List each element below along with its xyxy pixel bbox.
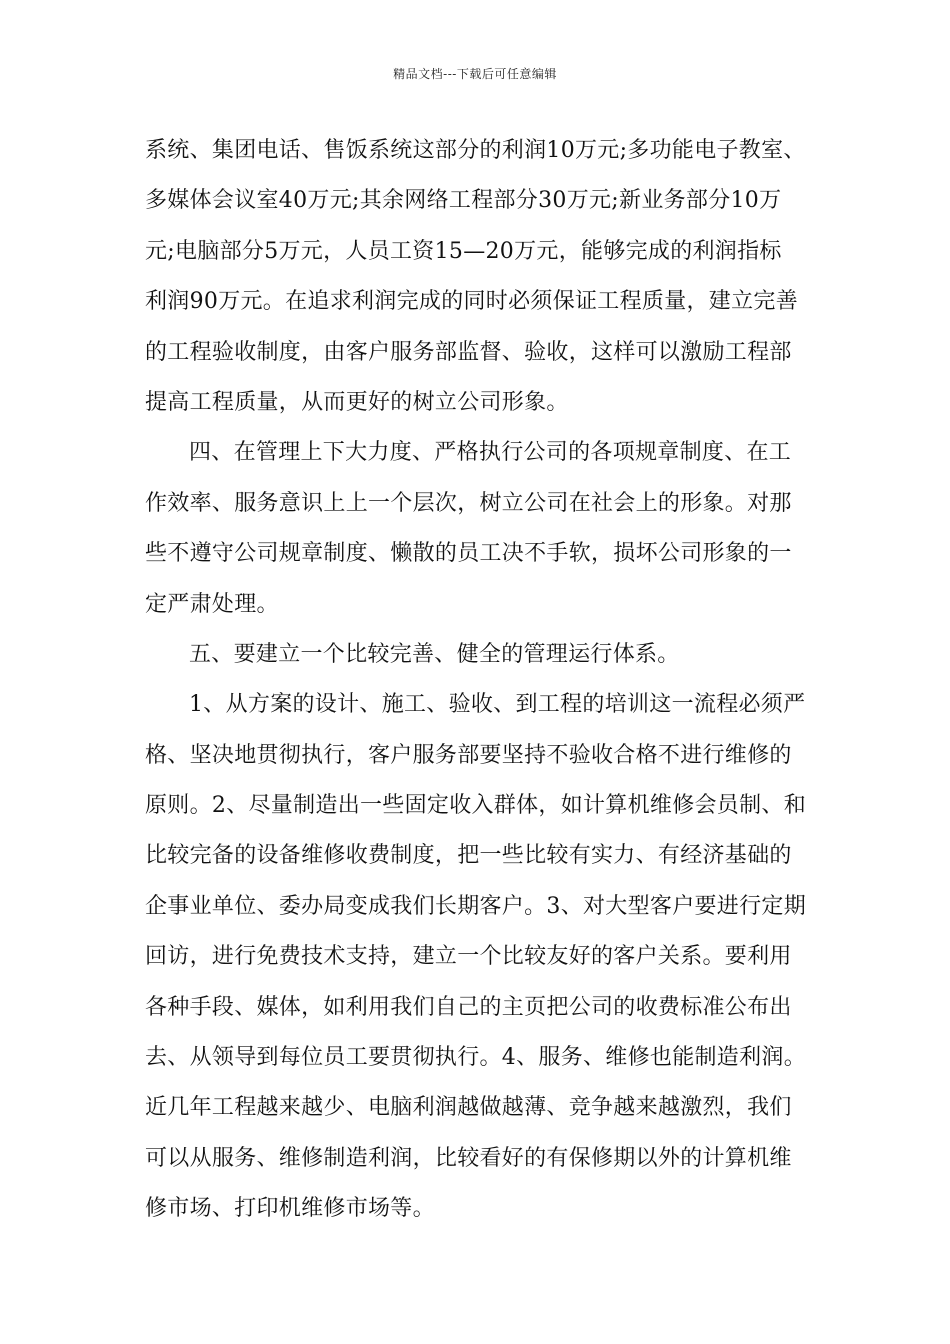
paragraph-4-start: 四、在管理上下大力度、严格执行公司的各项规章制度、在工	[189, 440, 792, 466]
text-line: 作效率、服务意识上上一个层次，树立公司在社会上的形象。对那	[145, 490, 792, 516]
paragraph-5-heading: 五、要建立一个比较完善、健全的管理运行体系。	[189, 641, 680, 667]
text-line: 回访，进行免费技术支持，建立一个比较友好的客户关系。要利用	[145, 944, 792, 970]
text-line: 的工程验收制度，由客户服务部监督、验收，这样可以激励工程部	[145, 339, 792, 365]
text-line: 近几年工程越来越少、电脑利润越做越薄、竞争越来越激烈，我们	[145, 1095, 792, 1121]
text-line: 元;电脑部分5万元，人员工资15—20万元，能够完成的利润指标	[145, 238, 782, 264]
text-line: 各种手段、媒体，如利用我们自己的主页把公司的收费标准公布出	[145, 994, 792, 1020]
text-line: 些不遵守公司规章制度、懒散的员工决不手软，损坏公司形象的一	[145, 541, 792, 567]
text-line: 比较完备的设备维修收费制度，把一些比较有实力、有经济基础的	[145, 843, 792, 869]
text-line: 系统、集团电话、售饭系统这部分的利润10万元;多功能电子教室、	[145, 138, 806, 163]
text-line: 定严肃处理。	[145, 591, 279, 617]
paragraph-item-1-start: 1、从方案的设计、施工、验收、到工程的培训这一流程必须严	[189, 692, 806, 718]
text-line: 利润90万元。在追求利润完成的同时必须保证工程质量，建立完善	[145, 289, 798, 315]
text-line: 多媒体会议室40万元;其余网络工程部分30万元;新业务部分10万	[145, 188, 782, 214]
text-line: 企事业单位、委办局变成我们长期客户。3、对大型客户要进行定期	[145, 893, 806, 919]
text-line: 原则。2、尽量制造出一些固定收入群体，如计算机维修会员制、和	[145, 793, 806, 819]
text-line: 格、坚决地贯彻执行，客户服务部要坚持不验收合格不进行维修的	[145, 742, 792, 768]
document-body	[145, 126, 810, 1235]
text-line: 去、从领导到每位员工要贯彻执行。4、服务、维修也能制造利润。	[145, 1045, 806, 1071]
text-line: 修市场、打印机维修市场等。	[145, 1196, 435, 1222]
text-line: 可以从服务、维修制造利润，比较看好的有保修期以外的计算机维	[145, 1145, 792, 1171]
text-line: 提高工程质量，从而更好的树立公司形象。	[145, 389, 569, 415]
page-header: 精品文档---下载后可任意编辑	[393, 67, 557, 81]
